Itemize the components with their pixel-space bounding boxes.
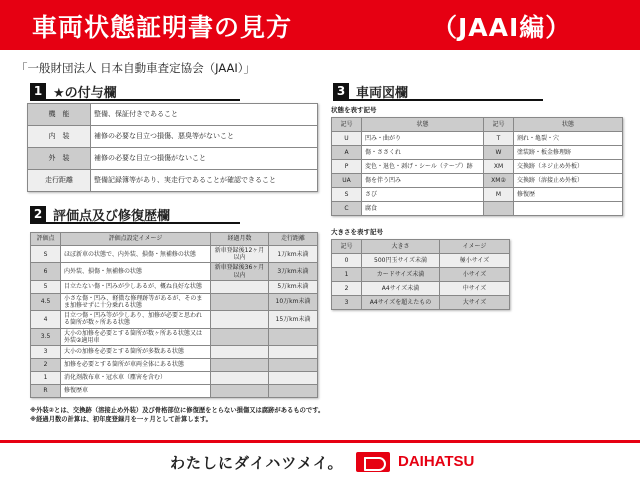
table-cell: 3 <box>31 345 61 358</box>
table-row <box>332 132 623 146</box>
table-cell: 新車登録後36ヶ月以内 <box>211 263 269 280</box>
table-cell <box>269 328 318 345</box>
table-cell: 6 <box>31 263 61 280</box>
table-cell <box>211 311 269 328</box>
table-cell: 交換跡（ネジ止め外板） <box>514 160 623 174</box>
table-cell: A4サイズを超えたもの <box>362 296 440 310</box>
page-subtitle: （JAAI編） <box>432 13 572 42</box>
table-row <box>332 240 510 254</box>
table-cell: 塗装跡・板金修理跡 <box>514 146 623 160</box>
table-cell <box>514 202 623 216</box>
note: ※経過月数の計算は、初年度登録月を一ヶ月として計算します。 <box>30 415 212 423</box>
table-row <box>31 263 318 280</box>
row-label: 内 装 <box>28 126 91 148</box>
table-cell: 修復歴 <box>514 188 623 202</box>
table-cell <box>211 328 269 345</box>
table-cell: 変色・退色・剥げ・シール（テープ）跡 <box>362 160 484 174</box>
table-cell: 3 <box>332 296 362 310</box>
column-header: 評価点設定イメージ <box>61 233 211 246</box>
table-cell <box>211 345 269 358</box>
table-cell: UA <box>332 174 362 188</box>
table-cell: 1 <box>31 371 61 384</box>
table-cell: M <box>484 188 514 202</box>
table-row <box>31 311 318 328</box>
table-cell: 傷を伴う凹み <box>362 174 484 188</box>
table-cell: 目立つ傷・凹み等が少しあり、加修が必要と思われる箇所が数ヶ所ある状態 <box>61 311 211 328</box>
brand-logo: DAIHATSU <box>398 453 475 470</box>
column-header: 大きさ <box>362 240 440 254</box>
table-row <box>31 233 318 246</box>
table-cell: 修復歴車 <box>61 384 211 397</box>
section-number: 1 <box>30 83 46 99</box>
table-cell: W <box>484 146 514 160</box>
table-row <box>31 358 318 371</box>
table-cell: 傷・ささくれ <box>362 146 484 160</box>
row-label: 走行距離 <box>28 170 91 192</box>
column-header: イメージ <box>440 240 510 254</box>
table-cell <box>484 202 514 216</box>
table-cell: U <box>332 132 362 146</box>
section2-heading <box>30 206 240 224</box>
table-row <box>28 148 318 170</box>
table-cell: 500円玉サイズ未満 <box>362 254 440 268</box>
star-criteria-table <box>27 103 318 192</box>
table-cell: 15万km未満 <box>269 311 318 328</box>
table-row <box>31 384 318 397</box>
state-symbols-label: 状態を表す記号 <box>331 106 377 114</box>
section-number: 2 <box>30 206 46 222</box>
table-row <box>332 188 623 202</box>
source-organization: 「一般財団法人 日本自動車査定協会（JAAI）」 <box>16 61 256 75</box>
column-header: 記号 <box>484 118 514 132</box>
header-banner <box>0 0 640 50</box>
table-row <box>332 254 510 268</box>
table-row <box>31 345 318 358</box>
table-row <box>332 160 623 174</box>
table-cell: 2 <box>332 282 362 296</box>
table-cell <box>269 358 318 371</box>
table-row <box>28 104 318 126</box>
daihatsu-mark-icon <box>356 452 390 472</box>
table-cell: 2 <box>31 358 61 371</box>
slogan-logo: わたしにダイハツメイ。 <box>170 454 344 472</box>
table-cell: 新車登録後12ヶ月以内 <box>211 246 269 263</box>
table-cell: 10万km未満 <box>269 293 318 310</box>
table-cell: 1万km未満 <box>269 246 318 263</box>
table-row <box>332 268 510 282</box>
section-title: 車両図欄 <box>356 85 409 101</box>
table-cell: カードサイズ未満 <box>362 268 440 282</box>
table-cell: R <box>31 384 61 397</box>
table-cell <box>211 358 269 371</box>
table-cell: ほぼ新車の状態で、内外装、損傷・無補修の状態 <box>61 246 211 263</box>
table-cell: 3万km未満 <box>269 263 318 280</box>
table-row <box>332 202 623 216</box>
table-row <box>332 296 510 310</box>
table-row <box>31 371 318 384</box>
notes <box>30 406 324 424</box>
table-cell: 加修を必要とする箇所が車両全体にある状態 <box>61 358 211 371</box>
table-row <box>28 170 318 192</box>
size-symbols-label: 大きさを表す記号 <box>331 228 383 236</box>
row-value: 補修の必要な目立つ損傷、悪臭等がないこと <box>91 126 318 148</box>
section1-heading <box>30 83 240 101</box>
table-cell: S <box>31 246 61 263</box>
table-row <box>28 126 318 148</box>
table-row <box>31 293 318 310</box>
row-value: 補修の必要な目立つ損傷がないこと <box>91 148 318 170</box>
note: ※外装②とは、交換跡（溶接止め外装）及び骨格部位に修復歴をとらない損傷又は腐跡があるものです。 <box>30 406 325 414</box>
table-cell: 4 <box>31 311 61 328</box>
table-cell: T <box>484 132 514 146</box>
right-column <box>331 83 624 310</box>
column-header: 記号 <box>332 118 362 132</box>
table-row <box>31 328 318 345</box>
table-cell: 0 <box>332 254 362 268</box>
column-header: 記号 <box>332 240 362 254</box>
section-title: 評価点及び修復歴欄 <box>53 208 171 224</box>
table-cell: 内外装、損傷・無補修の状態 <box>61 263 211 280</box>
table-row <box>332 174 623 188</box>
table-cell: 極小サイズ <box>440 254 510 268</box>
table-cell: 小サイズ <box>440 268 510 282</box>
table-cell: XM <box>484 160 514 174</box>
table-cell: 目立たない傷・凹みが少しあるが、概ね良好な状態 <box>61 280 211 293</box>
column-header: 走行距離 <box>269 233 318 246</box>
table-cell: 大サイズ <box>440 296 510 310</box>
row-value: 整備、保証付きであること <box>91 104 318 126</box>
table-cell: 3.5 <box>31 328 61 345</box>
table-cell: XM② <box>484 174 514 188</box>
table-cell <box>211 384 269 397</box>
table-cell: 大小の加修を必要とする箇所が多数ある状態 <box>61 345 211 358</box>
table-cell: 中サイズ <box>440 282 510 296</box>
table-cell: さび <box>362 188 484 202</box>
row-label: 機 能 <box>28 104 91 126</box>
table-cell: 凹み・曲がり <box>362 132 484 146</box>
table-cell: 4.5 <box>31 293 61 310</box>
page-title: 車両状態証明書の見方 <box>32 13 293 42</box>
table-cell: 割れ・亀裂・穴 <box>514 132 623 146</box>
size-symbols-table <box>331 239 510 310</box>
section-title: ★の付与欄 <box>53 85 117 101</box>
column-header: 経過月数 <box>211 233 269 246</box>
row-label: 外 装 <box>28 148 91 170</box>
table-cell <box>211 293 269 310</box>
table-cell <box>211 371 269 384</box>
table-cell: 交換跡（溶接止め外板） <box>514 174 623 188</box>
table-cell: 腐食 <box>362 202 484 216</box>
column-header: 状態 <box>362 118 484 132</box>
table-cell: S <box>332 188 362 202</box>
table-cell: C <box>332 202 362 216</box>
table-cell <box>269 345 318 358</box>
table-cell: 消化剤散布車・冠水車（塵害を含む） <box>61 371 211 384</box>
table-cell <box>269 371 318 384</box>
grade-table <box>30 232 318 398</box>
table-row <box>31 280 318 293</box>
state-symbols-table <box>331 117 623 216</box>
table-cell: P <box>332 160 362 174</box>
table-cell: 5万km未満 <box>269 280 318 293</box>
table-cell: A <box>332 146 362 160</box>
section-number: 3 <box>333 83 349 99</box>
left-column <box>16 61 325 424</box>
column-header: 状態 <box>514 118 623 132</box>
table-row <box>31 246 318 263</box>
row-value: 整備記録簿等があり、実走行であることが確認できること <box>91 170 318 192</box>
table-cell: 1 <box>332 268 362 282</box>
table-row <box>332 282 510 296</box>
table-cell <box>211 280 269 293</box>
column-header: 評価点 <box>31 233 61 246</box>
table-cell <box>269 384 318 397</box>
table-cell: A4サイズ未満 <box>362 282 440 296</box>
footer-divider <box>0 440 640 443</box>
table-row <box>332 118 623 132</box>
table-cell: 5 <box>31 280 61 293</box>
table-cell: 大小の加修を必要とする箇所が数ヶ所ある状態又は外装②適用車 <box>61 328 211 345</box>
section3-heading <box>333 83 543 101</box>
table-cell: 小さな傷・凹み、軽微な修理跡等があるが、そのまま加修せずに十分乗れる状態 <box>61 293 211 310</box>
table-row <box>332 146 623 160</box>
